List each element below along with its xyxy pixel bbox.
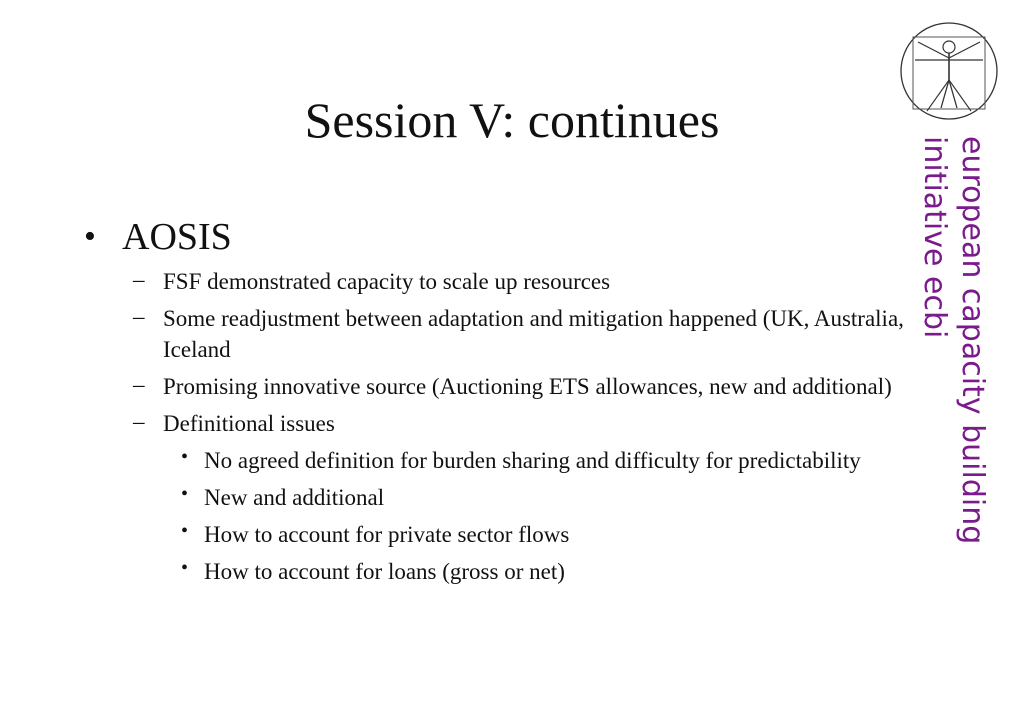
- sub-sub-bullet-item: [84, 556, 924, 587]
- branding-line-1: european capacity building: [955, 136, 990, 545]
- dash-marker: –: [133, 409, 145, 434]
- sub-sub-bullet-item: [84, 519, 924, 550]
- sub-sub-bullet-text: No agreed definition for burden sharing and difficulty for predictability: [204, 448, 861, 473]
- dot-marker: •: [181, 446, 189, 468]
- dot-marker: •: [181, 557, 189, 579]
- dot-marker: •: [181, 483, 189, 505]
- dot-marker: •: [181, 520, 189, 542]
- sub-sub-bullet-item: [84, 445, 924, 476]
- sub-sub-bullet-text: New and additional: [204, 485, 385, 510]
- dash-marker: –: [133, 304, 145, 329]
- sub-bullet-text: Promising innovative source (Auctioning ETS allowances, new and additional): [163, 374, 892, 399]
- sub-sub-bullet-item: [84, 482, 924, 513]
- sub-bullet-list: [84, 266, 924, 587]
- dash-marker: –: [133, 372, 145, 397]
- sub-bullet-text: FSF demonstrated capacity to scale up resources: [163, 269, 611, 294]
- ecbi-branding: [914, 136, 994, 576]
- sub-bullet-text: Some readjustment between adaptation and mitigation happened (UK, Australia, Iceland: [163, 306, 904, 362]
- sub-bullet-item: [84, 408, 924, 439]
- sub-bullet-text: Definitional issues: [163, 411, 335, 436]
- bullet-text: AOSIS: [122, 216, 232, 258]
- bullet-aosis: [84, 214, 924, 260]
- sub-bullet-item: [84, 303, 924, 365]
- dash-marker: –: [133, 267, 145, 292]
- sub-sub-bullet-text: How to account for private sector flows: [204, 522, 570, 547]
- sub-bullet-item: [84, 371, 924, 402]
- slide-content: [84, 214, 924, 587]
- slide-title: Session V: continues: [304, 92, 720, 148]
- sub-bullet-item: [84, 266, 924, 297]
- sub-sub-bullet-text: How to account for loans (gross or net): [204, 559, 565, 584]
- bullet-marker: •: [84, 218, 96, 255]
- vitruvian-man-icon: [898, 20, 1000, 122]
- branding-line-2: initiative ecbi: [917, 136, 952, 339]
